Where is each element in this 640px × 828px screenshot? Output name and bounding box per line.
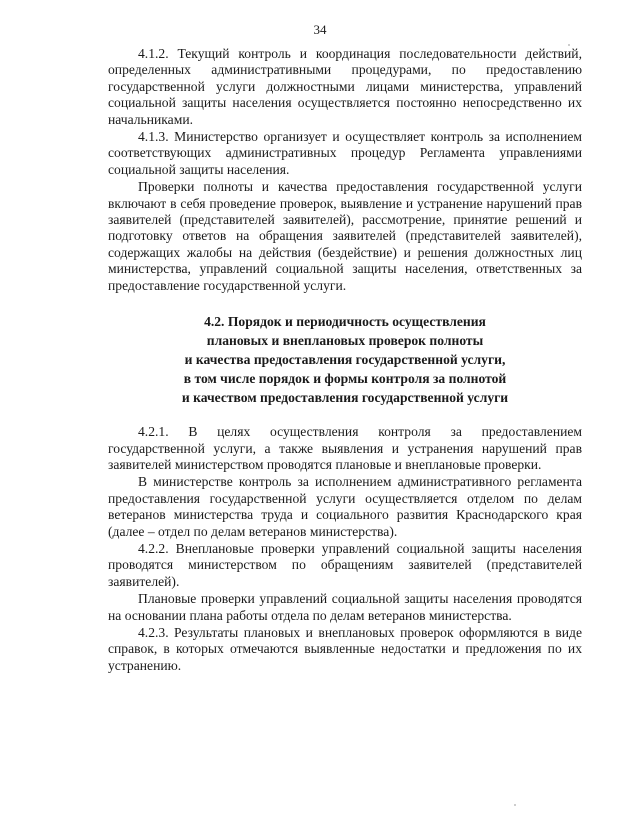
paragraph-4-2-3: 4.2.3. Результаты плановых и внеплановых проверок оформляются в виде справок, в которых отмечаются выявленные недостатки и предложения по их устранению.: [108, 624, 582, 673]
heading-line: и качества предоставления государственной услуги,: [184, 352, 506, 368]
paragraph-4-1-2: 4.1.2. Текущий контроль и координация последовательности действий, определенных административными процедурами, по предоставлению государственной услуги должностными лицами министерства, управлений социальной защиты населения осуществляется постоянно непосредственно их начальниками.: [108, 46, 582, 127]
heading-line: плановых и внеплановых проверок полноты: [206, 333, 484, 349]
paragraph-checks-scope: Проверки полноты и качества предоставления государственной услуги включают в себя проведение проверок, выявление и устранение нарушений прав заявителей (представителей заявителей), рассмотрение, принятие решений и подготовку ответов на обращения заявителей (представителей заявителей), содержащих жалобы на действия (бездействие) и решения должностных лиц министерства, управлений социальной защиты населения, ответственных за предоставление государственной услуги.: [108, 179, 582, 293]
section-heading-4-2: [108, 312, 582, 407]
paragraph-4-2-2: 4.2.2. Внеплановые проверки управлений социальной защиты населения проводятся министерством по обращениям заявителей (представителей заявителей).: [108, 540, 582, 589]
paragraph-planned-checks: Плановые проверки управлений социальной защиты населения проводятся на основании плана работы отдела по делам ветеранов министерства.: [108, 591, 582, 623]
heading-line: 4.2. Порядок и периодичность осуществления: [204, 314, 486, 330]
page-number: 34: [313, 22, 327, 37]
scan-artifact-dot: [568, 44, 570, 46]
scan-artifact-dot: [514, 804, 516, 806]
heading-line: в том числе порядок и формы контроля за полнотой: [183, 371, 507, 387]
heading-line: и качеством предоставления государственной услуги: [181, 390, 509, 406]
paragraph-ministry-control: В министерстве контроль за исполнением административного регламента предоставления государственной услуги осуществляется отделом по делам ветеранов министерства труда и социального развития Краснодарского края (далее – отдел по делам ветеранов министерства).: [108, 474, 582, 539]
document-body: [108, 46, 582, 674]
paragraph-4-2-1: 4.2.1. В целях осуществления контроля за предоставлением государственной услуги, а также выявления и устранения нарушений прав заявителей министерством проводятся плановые и внеплановые проверки.: [108, 424, 582, 472]
paragraph-4-1-3: 4.1.3. Министерство организует и осуществляет контроль за исполнением соответствующих административных процедур Регламента управлениями социальной защиты населения.: [108, 129, 582, 177]
